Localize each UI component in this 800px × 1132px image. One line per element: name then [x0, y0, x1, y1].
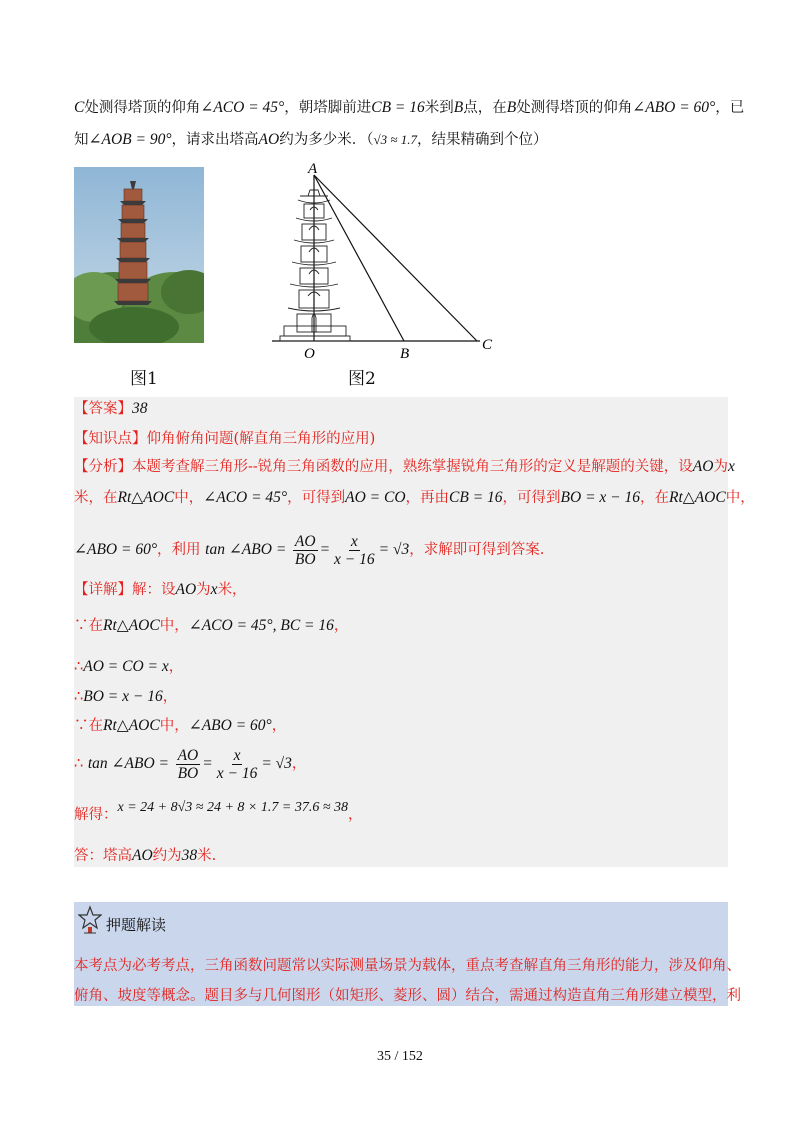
analysis-line-3: ∠ABO = 60°，利用 tan ∠ABO = $\frac{AO}{BO}$ = $\frac{x}{x - 16}$ = √3，求解即可得到答案.	[74, 532, 545, 568]
detail-line-8: 答：塔高AO约为38米.	[74, 847, 217, 864]
analysis-line-1: 【分析】本题考查解三角形--锐角三角函数的应用，熟练掌握锐角三角形的定义是解题的关键，设AO为x	[74, 458, 735, 475]
detail-line-4: ∴BO = x − 16，	[74, 688, 178, 705]
problem-line-1: C处测得塔顶的仰角∠ACO = 45°，朝塔脚前进CB = 16米到B点，在B处测得塔顶的仰角∠ABO = 60°，已	[74, 99, 745, 116]
label-o: O	[304, 346, 315, 360]
label-a: A	[308, 161, 318, 177]
point-c: C	[74, 99, 85, 116]
figure-2-diagram	[262, 160, 502, 360]
tip-header	[74, 902, 728, 944]
tip-line-2: 俯角、坡度等概念。题目多与几何图形（如矩形、菱形、圆）结合，需通过构造直角三角形建立模型，利	[74, 988, 741, 1004]
fraction-ao-bo-detail: $\frac{AO}{BO}$	[177, 746, 199, 782]
fraction-x: $\frac{x}{x - 16}$	[334, 532, 375, 568]
star-icon	[78, 905, 102, 935]
pagoda-drawing	[280, 190, 350, 341]
detail-line-5: ∵在Rt△AOC中，∠ABO = 60°，	[74, 717, 287, 734]
page-number: 35 / 152	[377, 1049, 423, 1064]
figure-1-caption: 图1	[130, 369, 158, 389]
line-ab	[314, 175, 404, 341]
detail-line-6: ∴ tan ∠ABO = $\frac{AO}{BO}$ = $\frac{x}{x - 16}$ = √3，	[74, 746, 307, 782]
problem-line-2: 知∠AOB = 90°，请求出塔高AO约为多少米．（√3 ≈ 1.7，结果精确到个位）	[74, 131, 548, 148]
label-c: C	[482, 337, 493, 353]
detail-line-7: 解得：x = 24 + 8√3 ≈ 24 + 8 × 1.7 = 37.6 ≈ 38，	[74, 800, 363, 823]
figure-1-pagoda-photo	[74, 167, 204, 343]
detail-line-3: ∴AO = CO = x，	[74, 658, 184, 675]
analysis-line-2: 米，在Rt△AOC中，∠ACO = 45°，可得到AO = CO，再由CB = 16，可得到BO = x − 16，在Rt△AOC中，	[74, 489, 755, 506]
answer-value: 38	[132, 400, 148, 417]
figure-2-caption: 图2	[348, 369, 376, 389]
detail-line-2: ∵在Rt△AOC中，∠ACO = 45°, BC = 16，	[74, 617, 349, 634]
label-b: B	[400, 346, 410, 360]
detail-line-1: 【详解】解：设AO为x米，	[74, 581, 247, 598]
tip-line-1: 本考点为必考考点，三角函数问题常以实际测量场景为载体，重点考查解直角三角形的能力，涉及仰角、	[74, 958, 741, 974]
fraction-ao-bo: $\frac{AO}{BO}$	[294, 532, 316, 568]
knowledge-point-line: 【知识点】仰角俯角问题(解直角三角形的应用)	[74, 431, 376, 447]
line-ac	[314, 175, 477, 341]
tip-title: 押题解读	[106, 916, 167, 934]
answer-line: 【答案】38	[74, 400, 148, 417]
fraction-x-detail: $\frac{x}{x - 16}$	[216, 746, 258, 782]
